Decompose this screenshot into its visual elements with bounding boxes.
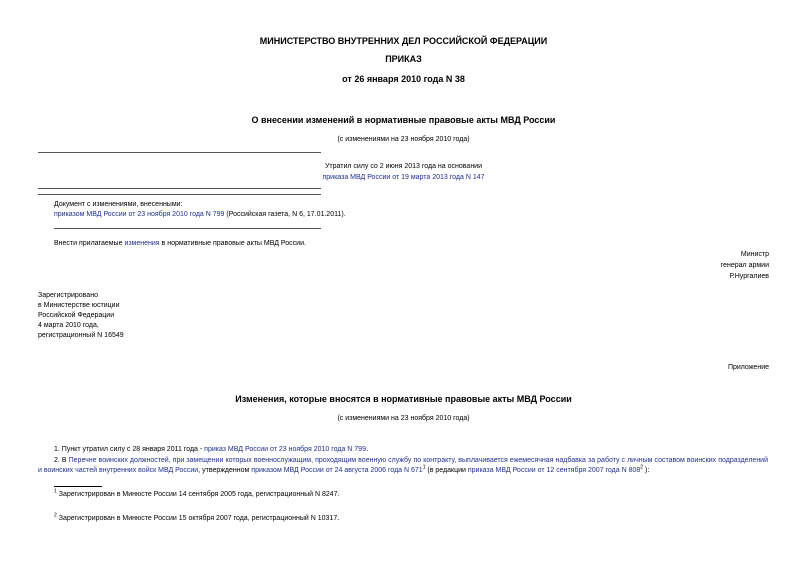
item-2-text: , утвержденном bbox=[198, 467, 252, 474]
divider-line bbox=[54, 228, 321, 229]
registration-line: Российской Федерации bbox=[38, 312, 115, 319]
registration-line: 4 марта 2010 года, bbox=[38, 322, 99, 329]
invalid-note-link[interactable]: приказа МВД России от 19 марта 2013 года N 147 bbox=[322, 174, 485, 181]
item-2-order-link[interactable]: приказом МВД России от 24 августа 2006 года N 671 bbox=[251, 467, 423, 474]
item-2-list-link[interactable]: Перечне воинских должностей, при замещении которых военнослужащим, проходящим военную службу по контракту, выплачивается ежемесячная надбавка за работу с личным составом воинских подразделений и воинских частей внутренних войск МВД России bbox=[38, 457, 768, 474]
body-pre: Внести прилагаемые bbox=[54, 240, 125, 247]
appendix-label: Приложение bbox=[727, 364, 769, 371]
item-1-text: 1. Пункт утратил силу с 28 января 2011 года - bbox=[54, 446, 205, 453]
divider-line bbox=[38, 194, 321, 195]
item-2 bbox=[38, 456, 768, 476]
appendix-amended-note: (с изменениями на 23 ноября 2010 года) bbox=[337, 415, 470, 422]
registration-line: регистрационный N 16549 bbox=[38, 332, 124, 339]
body-paragraph bbox=[54, 240, 306, 247]
changes-tail: (Российская газета, N 6, 17.01.2011). bbox=[224, 211, 346, 218]
footnote-2 bbox=[54, 512, 340, 522]
item-2-number: 2. В bbox=[54, 457, 69, 464]
footnote-mark: 2 bbox=[54, 512, 57, 519]
ministry-heading: МИНИСТЕРСТВО ВНУТРЕННИХ ДЕЛ РОССИЙСКОЙ ФЕДЕРАЦИИ bbox=[259, 36, 548, 46]
footnote-text: Зарегистрирован в Минюсте России 15 октября 2007 года, регистрационный N 10317. bbox=[56, 515, 340, 522]
item-2-edition-link[interactable]: приказа МВД России от 12 сентября 2007 года N 808 bbox=[467, 467, 641, 474]
divider-line bbox=[38, 152, 321, 153]
document-title: О внесении изменений в нормативные правовые акты МВД России bbox=[251, 115, 556, 125]
amended-note: (с изменениями на 23 ноября 2010 года) bbox=[337, 136, 470, 143]
footnote-divider bbox=[54, 486, 102, 487]
registration-line: Зарегистрировано bbox=[38, 292, 98, 299]
item-1-end: . bbox=[365, 446, 368, 453]
appendix-title: Изменения, которые вносятся в нормативные правовые акты МВД России bbox=[235, 394, 572, 404]
footnote-ref: 2 bbox=[640, 464, 644, 471]
changes-intro: Документ с изменениями, внесенными: bbox=[54, 201, 183, 208]
item-1 bbox=[54, 446, 368, 453]
registration-line: в Министерстве юстиции bbox=[38, 302, 120, 309]
changes-order-link[interactable]: приказом МВД России от 23 ноября 2010 года N 799 bbox=[54, 211, 225, 218]
signature-rank: генерал армии bbox=[720, 262, 769, 269]
divider-line bbox=[38, 188, 321, 189]
signature-name: Р.Нургалиев bbox=[729, 273, 769, 280]
footnote-mark: 1 bbox=[54, 488, 57, 495]
footnote-1 bbox=[54, 488, 340, 498]
changes-link[interactable]: изменения bbox=[124, 240, 160, 247]
doc-type-heading: ПРИКАЗ bbox=[385, 54, 422, 64]
changes-line bbox=[54, 211, 346, 218]
footnote-ref: 1 bbox=[422, 464, 426, 471]
item-1-link[interactable]: приказ МВД России от 23 ноября 2010 года N 799 bbox=[204, 446, 366, 453]
item-2-end: ): bbox=[643, 467, 650, 474]
invalid-note-text: Утратил силу со 2 июня 2013 года на основании bbox=[324, 163, 483, 170]
date-number-heading: от 26 января 2010 года N 38 bbox=[342, 74, 465, 84]
item-2-text: (в редакции bbox=[425, 467, 468, 474]
footnote-text: Зарегистрирован в Минюсте России 14 сентября 2005 года, регистрационный N 8247. bbox=[56, 491, 340, 498]
signature-title: Министр bbox=[740, 251, 769, 258]
body-post: в нормативные правовые акты МВД России. bbox=[159, 240, 306, 247]
